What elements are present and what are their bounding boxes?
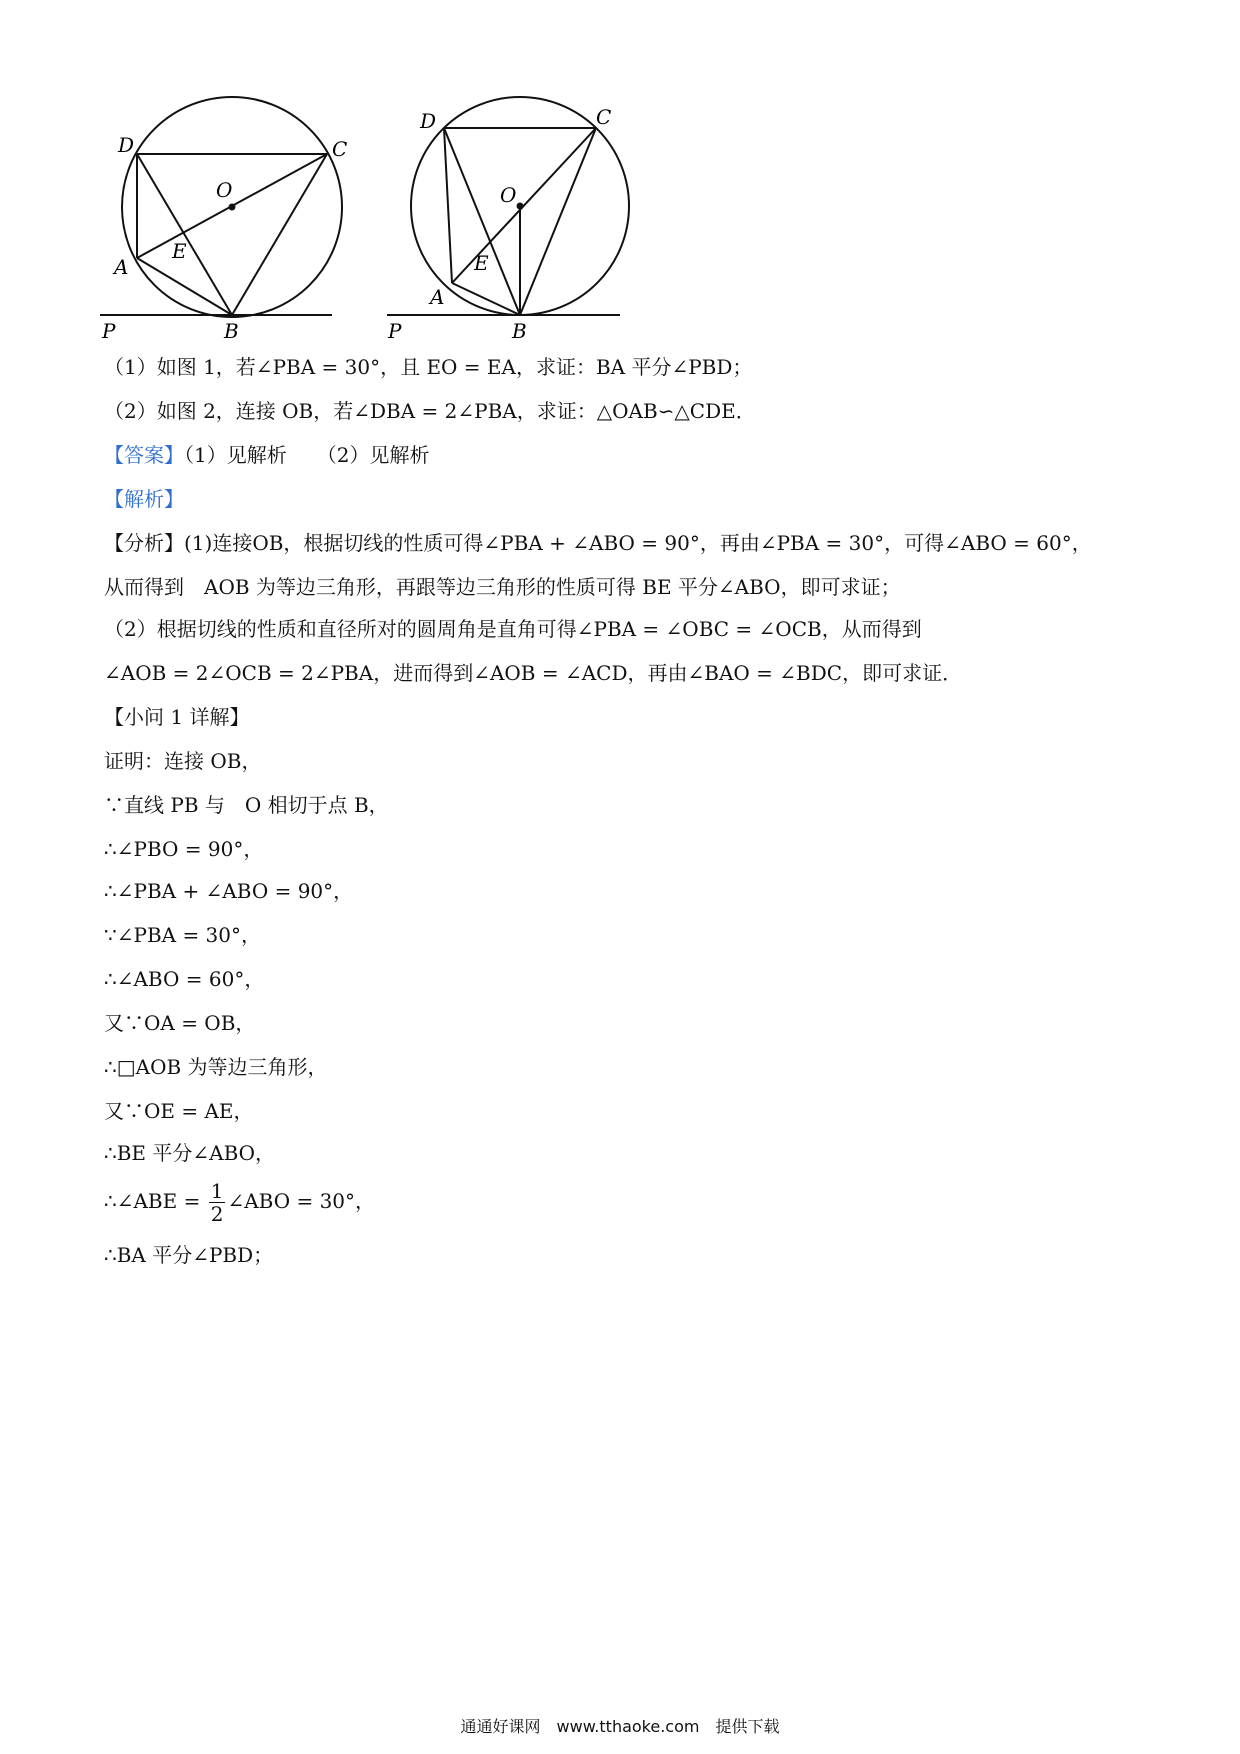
question-2: （2）如图 2，连接 OB，若∠DBA = 2∠PBA，求证：△OAB∽△CDE． <box>104 399 756 423</box>
answer-tag: 【答案】 <box>104 443 184 467</box>
fig1-label-o: O <box>216 178 233 202</box>
proof-line-11 <box>104 1180 375 1225</box>
fig2-da <box>444 128 452 283</box>
answer-line <box>104 440 429 470</box>
fig2-label-o: O <box>500 183 517 207</box>
fig2-label-a: A <box>430 285 445 309</box>
analysis-text-1: (1)连接OB，根据切线的性质可得∠PBA + ∠ABO = 90°，再由∠PBA = 30°，可得∠ABO = 60°， <box>184 531 1092 555</box>
proof-line-9: 又∵OE = AE， <box>104 1099 254 1123</box>
proof-line-11-end: ∠ABO = 30°， <box>227 1189 376 1213</box>
proof-line-11-start: ∴∠ABE = <box>104 1189 207 1213</box>
fig1-center-dot <box>230 205 235 210</box>
answer-text: （1）见解析 （2）见解析 <box>184 443 430 467</box>
detail-heading: 【小问 1 详解】 <box>104 705 250 729</box>
proof-line-5: ∵∠PBA = 30°， <box>104 923 262 947</box>
geometry-figures <box>100 90 660 350</box>
proof-line-7: 又∵OA = OB， <box>104 1011 256 1035</box>
analysis-tag: 【解析】 <box>104 487 184 511</box>
proof-line-10: ∴BE 平分∠ABO， <box>104 1141 276 1165</box>
fenxi-tag: 【分析】 <box>104 531 184 555</box>
fig2-label-c: C <box>596 105 612 129</box>
fig1-cb <box>232 154 327 315</box>
fig1-label-c: C <box>332 137 348 161</box>
fig1-label-d: D <box>118 133 135 157</box>
proof-line-8: ∴□AOB 为等边三角形， <box>104 1055 328 1079</box>
fig2-label-d: D <box>420 109 437 133</box>
fig2-label-p: P <box>388 319 402 343</box>
proof-line-4: ∴∠PBA + ∠ABO = 90°， <box>104 879 354 903</box>
proof-line-2: ∵直线 PB 与 O 相切于点 B， <box>104 793 389 817</box>
analysis-line-1 <box>104 528 1092 558</box>
figure-1 <box>100 97 342 317</box>
proof-line-12: ∴BA 平分∠PBD； <box>104 1243 274 1267</box>
fig2-center-dot <box>518 204 523 209</box>
fraction-numerator: 1 <box>210 1179 224 1203</box>
proof-line-6: ∴∠ABO = 60°， <box>104 967 265 991</box>
analysis-line-4: ∠AOB = 2∠OCB = 2∠PBA，进而得到∠AOB = ∠ACD，再由∠BAO = ∠BDC，即可求证． <box>104 661 963 685</box>
figures-svg <box>100 90 660 350</box>
fig2-label-e: E <box>474 251 489 275</box>
fig2-cb <box>520 128 596 315</box>
fig1-label-p: P <box>102 319 116 343</box>
fig2-label-b: B <box>512 319 527 343</box>
analysis-line-3: （2）根据切线的性质和直径所对的圆周角是直角可得∠PBA = ∠OBC = ∠OCB，从而得到 <box>104 617 922 641</box>
analysis-line-2: 从而得到 AOB 为等边三角形，再跟等边三角形的性质可得 BE 平分∠ABO，即可求证； <box>104 575 901 599</box>
fig1-label-b: B <box>224 319 239 343</box>
fig1-label-a: A <box>114 255 129 279</box>
page-footer: 通通好课网 www.tthaoke.com 提供下载 <box>460 1717 780 1736</box>
question-1: （1）如图 1，若∠PBA = 30°，且 EO = EA，求证：BA 平分∠PBD； <box>104 355 753 379</box>
proof-line-3: ∴∠PBO = 90°， <box>104 837 264 861</box>
fraction-denominator: 2 <box>210 1202 224 1226</box>
fig1-label-e: E <box>172 239 187 263</box>
proof-line-1: 证明：连接 OB， <box>104 749 262 773</box>
fraction <box>209 1180 226 1225</box>
